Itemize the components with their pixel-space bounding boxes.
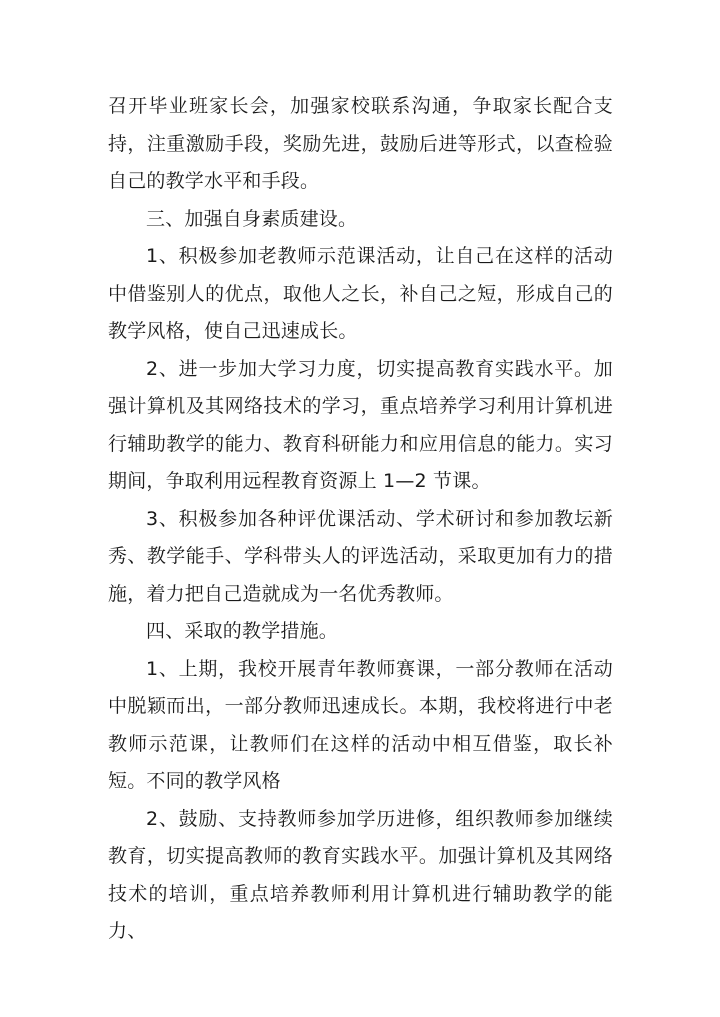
paragraph-study-effort: 2、进一步加大学习力度，切实提高教育实践水平。加强计算机及其网络技术的学习，重点培养学习利用计算机进行辅助教学的能力、教育科研能力和应用信息的能力。实习期间，争取利用远程教育资源上 1—2 节课。 (108, 357, 613, 492)
heading-self-quality: 三、加强自身素质建设。 (146, 207, 358, 230)
paragraph-education-training: 2、鼓励、支持教师参加学历进修，组织教师参加继续教育，切实提高教师的教育实践水平。加强计算机及其网络技术的培训，重点培养教师利用计算机进行辅助教学的能力、 (108, 807, 613, 942)
heading-teaching-measures: 四、采取的教学措施。 (146, 620, 339, 642)
paragraph-evaluation-activities: 3、积极参加各种评优课活动、学术研讨和参加教坛新秀、教学能手、学科带头人的评选活动，采取更加有力的措施，着力把自己造就成为一名优秀教师。 (108, 507, 613, 605)
paragraph-parent-meeting: 召开毕业班家长会，加强家校联系沟通，争取家长配合支持，注重激励手段，奖励先进，鼓励后进等形式，以查检验自己的教学水平和手段。 (108, 95, 613, 192)
paragraph-young-teacher-contest: 1、上期，我校开展青年教师赛课，一部分教师在活动中脱颖而出，一部分教师迅速成长。本期，我校将进行中老教师示范课，让教师们在这样的活动中相互借鉴，取长补短。不同的教学风格 (108, 657, 613, 792)
paragraph-demo-class: 1、积极参加老教师示范课活动，让自己在这样的活动中借鉴别人的优点，取他人之长，补自己之短，形成自己的教学风格，使自己迅速成长。 (108, 245, 613, 342)
document-body (108, 88, 613, 951)
